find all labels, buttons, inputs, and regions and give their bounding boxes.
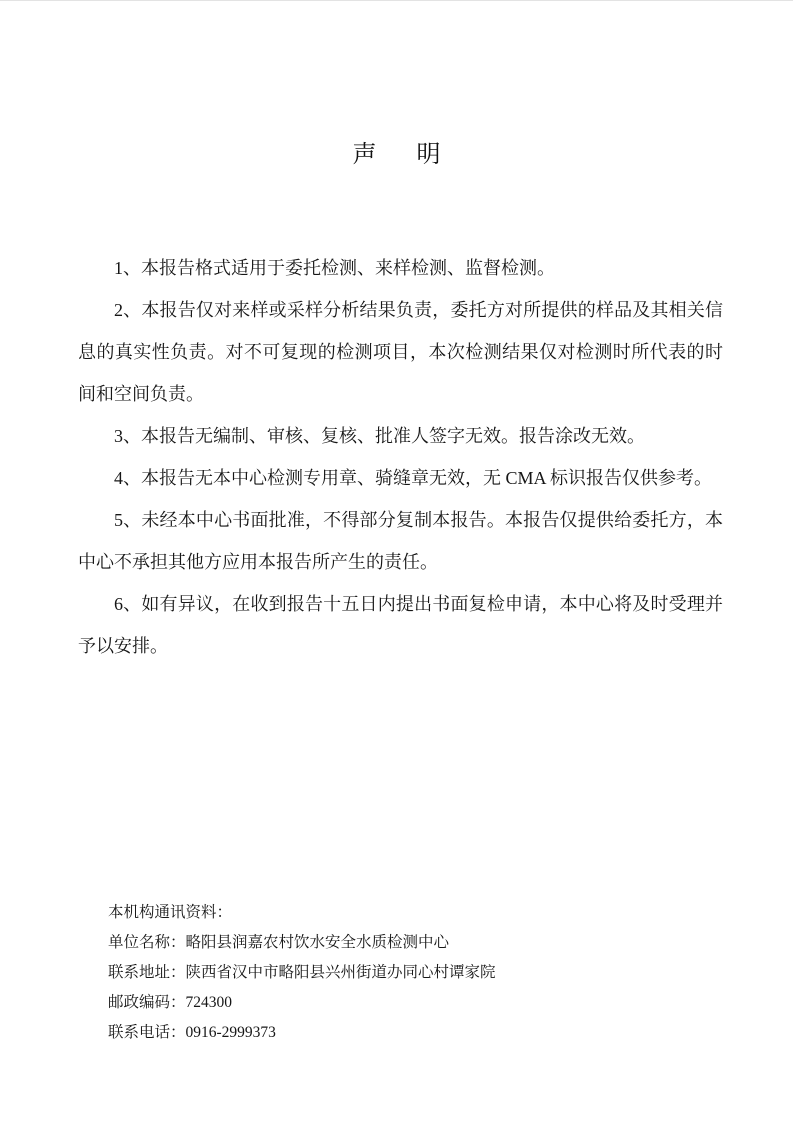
contact-row-unit-name	[108, 928, 496, 958]
page-title: 声 明	[352, 142, 449, 168]
clause-3: 3、本报告无编制、审核、复核、批准人签字无效。报告涂改无效。	[114, 426, 645, 446]
contact-value: 陕西省汉中市略阳县兴州街道办同心村谭家院	[185, 964, 496, 981]
contact-heading: 本机构通讯资料：	[108, 904, 233, 921]
clause-5: 5、未经本中心书面批准，不得部分复制本报告。本报告仅提供给委托方，本中心不承担其他方应用本报告所产生的责任。	[78, 510, 723, 572]
declaration-clauses	[78, 247, 723, 667]
clause-4: 4、本报告无本中心检测专用章、骑缝章无效，无 CMA 标识报告仅供参考。	[114, 468, 713, 488]
contact-label: 邮政编码：	[108, 994, 186, 1011]
clause-1: 1、本报告格式适用于委托检测、来样检测、监督检测。	[114, 258, 555, 278]
contact-value: 724300	[185, 994, 233, 1011]
contact-info-block	[108, 898, 496, 1048]
contact-value: 0916-2999373	[185, 1024, 276, 1041]
contact-label: 单位名称：	[108, 934, 186, 951]
contact-row-postcode	[108, 988, 496, 1018]
contact-value: 略阳县润嘉农村饮水安全水质检测中心	[185, 934, 450, 951]
contact-label: 联系地址：	[108, 964, 186, 981]
contact-row-phone	[108, 1018, 496, 1048]
contact-row-address	[108, 958, 496, 988]
clause-6: 6、如有异议，在收到报告十五日内提出书面复检申请，本中心将及时受理并予以安排。	[78, 594, 723, 656]
clause-2: 2、本报告仅对来样或采样分析结果负责，委托方对所提供的样品及其相关信息的真实性负责。对不可复现的检测项目，本次检测结果仅对检测时所代表的时间和空间负责。	[78, 300, 723, 404]
contact-label: 联系电话：	[108, 1024, 186, 1041]
